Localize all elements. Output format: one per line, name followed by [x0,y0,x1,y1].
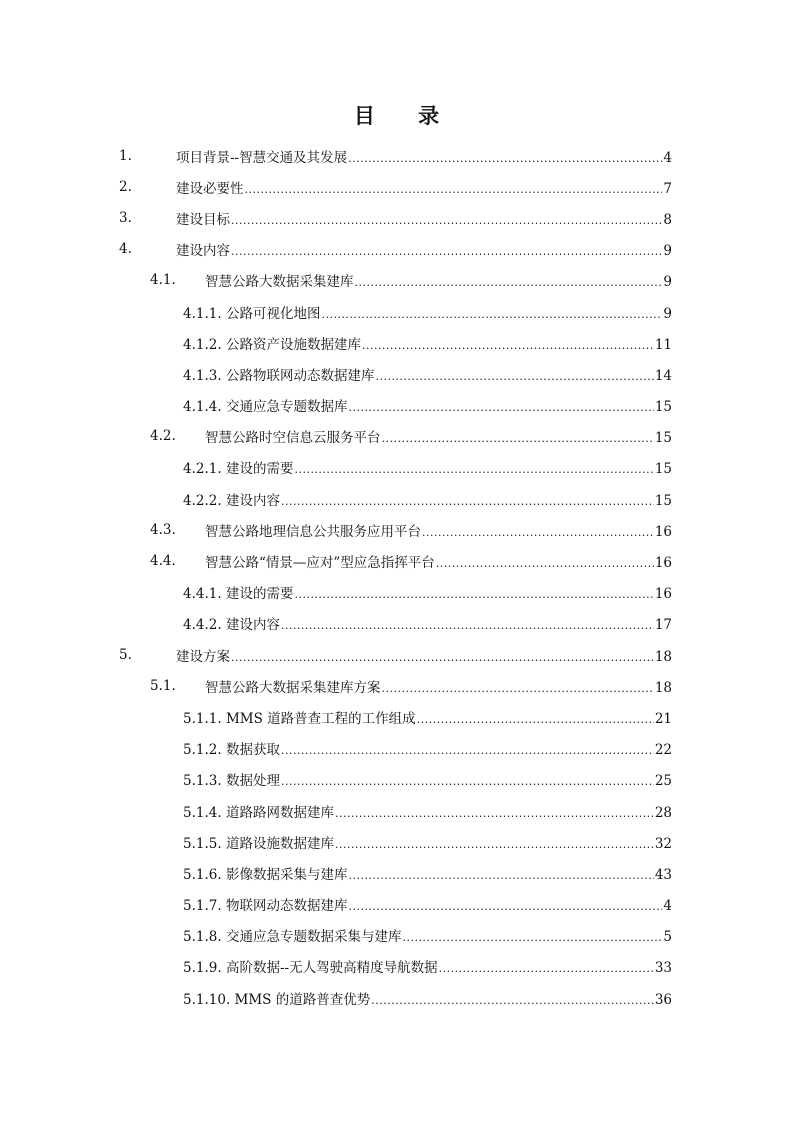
toc-entry-number: 5.1.7. [183,898,222,915]
toc-entry-text: 公路可视化地图 [225,305,321,322]
toc-entry-line [183,801,672,821]
toc-entry-page-number: 33 [654,960,672,977]
toc-dot-leader [417,713,654,726]
toc-dot-leader [382,432,654,445]
toc-entry-text: 物联网动态数据建库 [225,898,348,915]
toc-entry-text: 建设内容 [225,617,280,634]
toc-entry-text: 智慧公路大数据采集建库方案 [205,679,381,696]
toc-entry-page-number: 9 [663,305,672,322]
toc-dot-leader [422,526,654,539]
toc-dot-leader [375,370,653,383]
toc-entry-page-number: 4 [663,898,672,915]
toc-entry-number: 5.1.3. [183,773,222,790]
toc-dot-leader [362,339,654,352]
toc-entry-page-number: 43 [654,866,672,883]
toc-entry[interactable] [0,951,793,982]
toc-entry-text: 建设内容 [225,492,280,509]
toc-entry-line [176,177,672,197]
toc-entry-page-number: 9 [663,274,672,291]
toc-entry[interactable] [0,920,793,951]
toc-entry[interactable] [0,140,793,171]
toc-entry-number: 4.2.2. [183,492,222,509]
toc-entry[interactable] [0,764,793,795]
toc-entry-text: 智慧公路时空信息云服务平台 [205,430,381,447]
toc-entry-number: 4.4.1. [183,586,222,603]
toc-dot-leader [294,588,653,601]
toc-entry-page-number: 21 [654,710,672,727]
toc-entry-page-number: 8 [663,211,672,228]
toc-entry-text: MMS 的道路普查优势 [234,991,371,1008]
toc-entry-line [176,146,672,166]
toc-entry-number: 4.1. [150,272,176,289]
toc-entry[interactable] [0,390,793,421]
toc-entry-page-number: 22 [654,742,672,759]
toc-entry-line [183,988,672,1008]
toc-entry[interactable] [0,514,793,545]
toc-entry[interactable] [0,358,793,389]
toc-entry-page-number: 16 [654,586,672,603]
toc-entry[interactable] [0,171,793,202]
toc-entry-number: 5.1.2. [183,742,222,759]
toc-entry[interactable] [0,296,793,327]
toc-entry[interactable] [0,421,793,452]
toc-entry-number: 5.1.1. [183,710,222,727]
toc-entry-number: 5.1.10. [183,991,231,1008]
toc-entry-number: 4.1.2. [183,336,222,353]
toc-dot-leader [281,495,654,508]
toc-dot-leader [335,838,654,851]
toc-entry-text: 交通应急专题数据库 [225,399,348,416]
toc-entry-page-number: 4 [663,149,672,166]
toc-entry-text: 建设的需要 [225,586,294,603]
toc-entry[interactable] [0,639,793,670]
toc-entry[interactable] [0,826,793,857]
toc-entry-number: 5.1. [150,677,176,694]
toc-dot-leader [281,619,654,632]
toc-entry-line [183,302,672,322]
toc-entry-number: 1. [119,147,132,164]
toc-entry[interactable] [0,483,793,514]
toc-entry-text: 建设方案 [176,648,230,665]
toc-entry-number: 3. [119,209,132,226]
toc-entry-line [183,457,672,477]
toc-dot-leader [439,962,654,975]
toc-entry-number: 5.1.4. [183,804,222,821]
toc-entry-text: 交通应急专题数据采集与建库 [225,929,402,946]
toc-entry[interactable] [0,608,793,639]
toc-entry-text: 影像数据采集与建库 [225,866,348,883]
toc-title: 目 录 [353,103,458,128]
toc-dot-leader [335,807,654,820]
toc-entry-number: 4.3. [150,521,176,538]
toc-entry-page-number: 15 [654,492,672,509]
toc-dot-leader [371,994,654,1007]
toc-entry-page-number: 28 [654,804,672,821]
toc-entry[interactable] [0,327,793,358]
toc-entry-text: 建设的需要 [225,461,294,478]
toc-entry-number: 4.1.1. [183,305,222,322]
toc-entry-number: 5.1.5. [183,835,222,852]
toc-entry-line [183,738,672,758]
toc-dot-leader [436,557,654,570]
toc-dot-leader [402,931,662,944]
toc-entry-text: 建设必要性 [176,180,244,197]
toc-entry-line [183,582,672,602]
toc-entry-line [205,551,672,571]
toc-entry-number: 5.1.9. [183,960,222,977]
toc-entry-number: 4.2.1. [183,461,222,478]
toc-entry-text: 数据获取 [225,742,280,759]
toc-entry[interactable] [0,202,793,233]
toc-entry-page-number: 36 [654,991,672,1008]
toc-dot-leader [348,152,662,165]
toc-entry-line [183,364,672,384]
toc-entry-line [183,707,672,727]
toc-dot-leader [231,214,662,227]
toc-entry-line [183,863,672,883]
toc-entry-line [183,613,672,633]
toc-entry[interactable] [0,452,793,483]
toc-entry-page-number: 11 [654,336,672,353]
toc-entry-page-number: 15 [654,399,672,416]
toc-entry-text: 智慧公路“情景—应对”型应急指挥平台 [205,555,435,572]
toc-entry-line [183,832,672,852]
toc-entry[interactable] [0,670,793,701]
toc-entry-line [205,520,672,540]
toc-entry-page-number: 7 [663,180,672,197]
toc-entry[interactable] [0,733,793,764]
toc-entry-page-number: 18 [654,679,672,696]
toc-entry-line [176,208,672,228]
toc-dot-leader [281,775,654,788]
toc-entry-text: 道路路网数据建库 [225,804,334,821]
toc-dot-leader [281,744,654,757]
toc-entry-page-number: 17 [654,617,672,634]
toc-entry-number: 4.4.2. [183,617,222,634]
toc-entry-page-number: 25 [654,773,672,790]
toc-entry-page-number: 32 [654,835,672,852]
toc-entry-number: 4.4. [150,553,176,570]
toc-entry[interactable] [0,982,793,1013]
toc-entry[interactable] [0,265,793,296]
toc-dot-leader [231,245,662,258]
toc-entry-number: 4.1.4. [183,399,222,416]
toc-entry-text: 建设目标 [176,211,230,228]
toc-dot-leader [382,682,654,695]
toc-entry-line [183,894,672,914]
toc-entry-text: 公路资产设施数据建库 [225,336,361,353]
toc-entry-page-number: 18 [654,648,672,665]
toc-entry-number: 4.2. [150,428,176,445]
toc-entry-line [205,270,672,290]
toc-entry-line [183,489,672,509]
toc-entry-line [205,426,672,446]
toc-entry-number: 5. [119,646,132,663]
toc-entry-page-number: 15 [654,461,672,478]
toc-entry-text: 道路设施数据建库 [225,835,334,852]
toc-entry-page-number: 14 [654,367,672,384]
toc-entry-page-number: 16 [654,555,672,572]
toc-entry[interactable] [0,857,793,888]
toc-entry[interactable] [0,545,793,576]
toc-entry-line [183,333,672,353]
toc-list [0,140,793,1013]
toc-entry-text: 项目背景--智慧交通及其发展 [176,149,348,166]
toc-entry-line [183,956,672,976]
toc-entry-text: MMS 道路普查工程的工作组成 [225,710,416,727]
toc-entry-number: 4.1.3. [183,367,222,384]
toc-entry-line [183,395,672,415]
toc-entry-page-number: 9 [663,243,672,260]
toc-dot-leader [348,401,653,414]
toc-entry-page-number: 15 [654,430,672,447]
toc-entry-text: 高阶数据--无人驾驶高精度导航数据 [225,960,438,977]
toc-entry-number: 4. [119,241,132,258]
toc-entry-line [176,239,672,259]
toc-dot-leader [348,900,662,913]
toc-entry[interactable] [0,795,793,826]
toc-dot-leader [321,308,662,321]
toc-entry-line [183,769,672,789]
toc-entry-line [176,645,672,665]
toc-entry-number: 5.1.6. [183,866,222,883]
toc-entry-text: 数据处理 [225,773,280,790]
toc-entry-number: 5.1.8. [183,929,222,946]
toc-entry-text: 建设内容 [176,243,230,260]
toc-entry-page-number: 5 [663,929,672,946]
toc-entry-line [205,676,672,696]
toc-dot-leader [348,869,653,882]
toc-entry[interactable] [0,577,793,608]
toc-entry-text: 智慧公路地理信息公共服务应用平台 [205,523,421,540]
toc-entry[interactable] [0,889,793,920]
toc-entry[interactable] [0,234,793,265]
toc-dot-leader [245,183,663,196]
toc-entry-line [183,925,672,945]
toc-dot-leader [294,463,653,476]
toc-entry[interactable] [0,701,793,732]
toc-entry-number: 2. [119,178,132,195]
toc-entry-page-number: 16 [654,523,672,540]
toc-entry-text: 智慧公路大数据采集建库 [205,274,354,291]
toc-dot-leader [355,276,663,289]
toc-dot-leader [231,651,654,664]
toc-entry-text: 公路物联网动态数据建库 [225,367,375,384]
